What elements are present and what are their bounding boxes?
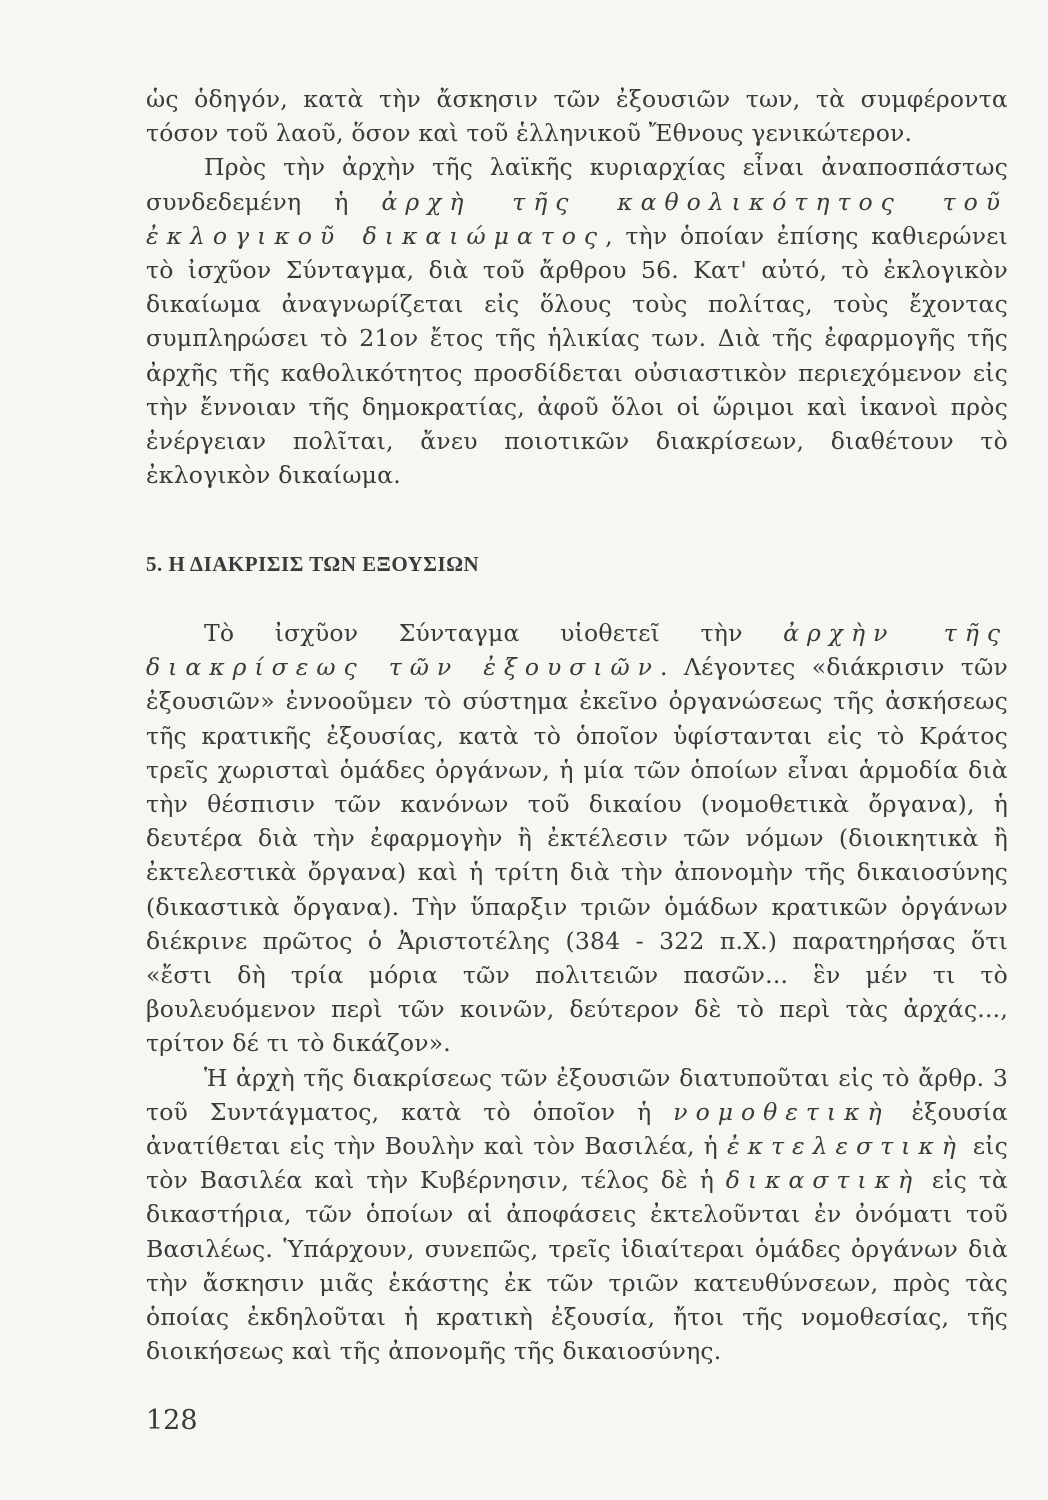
paragraph	[146, 616, 1008, 1061]
paragraph-text: . Λέγοντες «διάκρισιν τῶν ἐξουσιῶν» ἐννοοῦμεν τὸ σύστημα ἐκεῖνο ὀργανώσεως τῆς ἀσκήσεως τῆς κρατικῆς ἐξουσίας, κατὰ τὸ ὁποῖον ὑφίστανται εἰς τὸ Κράτος τρεῖς χωρισταὶ ὁμάδες ὀργάνων, ἡ μία τῶν ὁποίων εἶναι ἁρμοδία διὰ τὴν θέσπισιν τῶν κανόνων τοῦ δικαίου (νομοθετικὰ ὄργανα), ἡ δευτέρα διὰ τὴν ἐφαρμογὴν ἢ ἐκτέλεσιν τῶν νόμων (διοικητικὰ ἢ ἐκτελεστικὰ ὄργανα) καὶ ἡ τρίτη διὰ τὴν ἀπονομὴν τῆς δικαιοσύνης (δικαστικὰ ὄργανα). Τὴν ὕπαρξιν τριῶν ὁμάδων κρατικῶν ὀργάνων διέκρινε πρῶτος ὁ Ἀριστοτέλης (384 - 322 π.Χ.) παρατηρήσας ὅτι «ἔστι δὴ τρία μόρια τῶν πολιτειῶν πασῶν... ἓν μέν τι τὸ βουλευόμενον περὶ τῶν κοινῶν, δεύτερον δὲ τὸ περὶ τὰς ἀρχάς..., τρίτον δέ τι τὸ δικάζον».	[146, 653, 1008, 1058]
paragraph-text: Τὸ ἰσχῦον Σύνταγμα υἱοθετεῖ τὴν	[204, 619, 784, 647]
section-4-text	[146, 82, 1008, 492]
paragraph-text: εἰς τὰ δικαστήρια, τῶν ὁποίων αἱ ἀποφάσεις ἐκτελοῦνται ἐν ὀνόματι τοῦ Βασιλέως. Ὑπάρχουν, συνεπῶς, τρεῖς ἰδιαίτεραι ὁμάδες ὀργάνων διὰ τὴν ἄσκησιν μιᾶς ἑκάστης ἐκ τῶν τριῶν κατευθύνσεων, πρὸς τὰς ὁποίας ἐκδηλοῦται ἡ κρατικὴ ἐξουσία, ἤτοι τῆς νομοθεσίας, τῆς διοικήσεως καὶ τῆς ἀπονομῆς τῆς δικαιοσύνης.	[146, 1166, 1008, 1366]
emphasized-term: ἀρχὴ τῆς καθολικότητος τοῦ ἐκλογικοῦ δικαιώματος	[146, 187, 1009, 250]
paragraph	[146, 150, 1008, 492]
paragraph-text: , τὴν ὁποίαν ἐπίσης καθιερώνει τὸ ἰσχῦον Σύνταγμα, διὰ τοῦ ἄρθρου 56. Κατ' αὐτό, τὸ ἐκλογικὸν δικαίωμα ἀναγνωρίζεται εἰς ὅλους τοὺς πολίτας, τοὺς ἔχοντας συμπληρώσει τὸ 21ον ἔτος τῆς ἡλικίας των. Διὰ τῆς ἐφαρμογῆς τῆς ἀρχῆς τῆς καθολικότητος προσδίδεται οὐσιαστικὸν περιεχόμενον εἰς τὴν ἔννοιαν τῆς δημοκρατίας, ἀφοῦ ὅλοι οἱ ὥριμοι καὶ ἱκανοὶ πρὸς ἐνέργειαν πολῖται, ἄνευ ποιοτικῶν διακρίσεων, διαθέτουν τὸ ἐκλογικὸν δικαίωμα.	[146, 221, 1008, 490]
section-heading: 5. Η ΔΙΑΚΡΙΣΙΣ ΤΩΝ ΕΞΟΥΣΙΩΝ	[146, 552, 480, 576]
emphasized-term: δικαστικὴ	[725, 1166, 921, 1195]
emphasized-term: ἐκτελεστικὴ	[726, 1132, 964, 1161]
paragraph-text: ἐξουσία ἀνατίθεται εἰς τὴν Βουλὴν καὶ τὸν Βασιλέα, ἡ	[146, 1097, 1009, 1161]
section-5-text	[146, 616, 1008, 1368]
page-number: 128	[146, 1405, 198, 1436]
paragraph-text: εἰς τὸν Βασιλέα καὶ τὴν Κυβέρνησιν, τέλος δὲ ἡ	[146, 1132, 1009, 1195]
paragraph	[146, 1061, 1008, 1369]
paragraph	[146, 82, 1008, 150]
emphasized-term: ἀρχὴν τῆς διακρίσεως τῶν ἐξουσιῶν	[146, 619, 1008, 682]
paragraph-text: Πρὸς τὴν ἀρχὴν τῆς λαϊκῆς κυριαρχίας εἶναι ἀναποσπάστως συνδεδεμένη ἡ	[146, 153, 1008, 216]
paragraph-text: Ἡ ἀρχὴ τῆς διακρίσεως τῶν ἐξουσιῶν διατυποῦται εἰς τὸ ἄρθρ. 3 τοῦ Συντάγματος, κατὰ τὸ ὁποῖον ἡ	[146, 1063, 1008, 1126]
paragraph-text: ὡς ὁδηγόν, κατὰ τὴν ἄσκησιν τῶν ἐξουσιῶν των, τὰ συμφέροντα τόσον τοῦ λαοῦ, ὅσον καὶ τοῦ ἑλληνικοῦ Ἔθνους γενικώτερον.	[146, 85, 1008, 148]
emphasized-term: νομοθετικὴ	[673, 1097, 890, 1126]
